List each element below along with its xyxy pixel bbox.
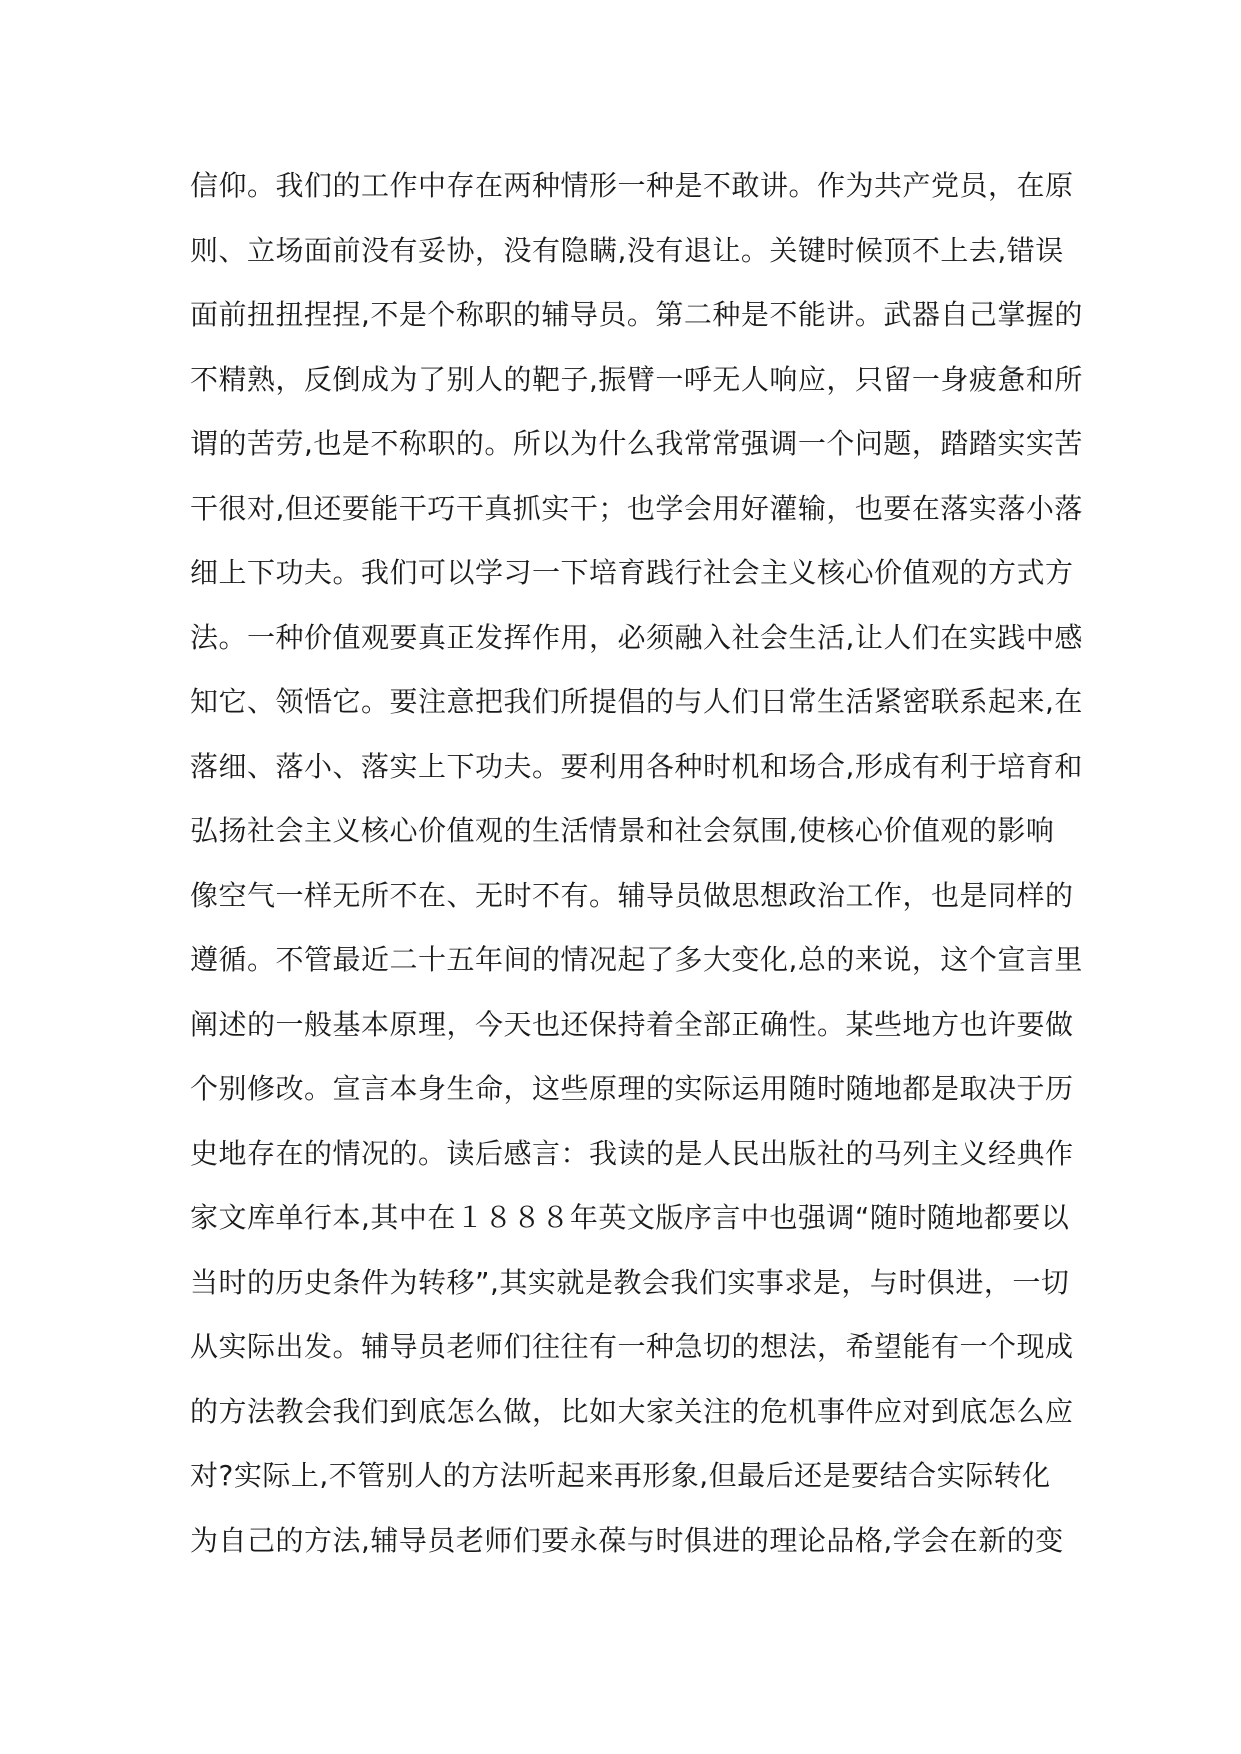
text-line: 法。一种价值观要真正发挥作用，必须融入社会生活,让人们在实践中感 <box>190 620 1083 654</box>
text-line: 从实际出发。辅导员老师们往往有一种急切的想法，希望能有一个现成 <box>190 1330 1074 1363</box>
text-line: 干很对,但还要能干巧干真抓实干；也学会用好灌输，也要在落实落小落 <box>190 491 1083 525</box>
text-line: 信仰。我们的工作中存在两种情形一种是不敢讲。作为共产党员，在原 <box>190 169 1074 202</box>
body-text <box>190 154 1083 1573</box>
text-line: 不精熟，反倒成为了别人的靶子,振臂一呼无人响应，只留一身疲惫和所 <box>190 362 1083 396</box>
text-line: 像空气一样无所不在、无时不有。辅导员做思想政治工作，也是同样的 <box>190 878 1074 912</box>
text-line: 家文库单行本,其中在１８８８年英文版序言中也强调“随时随地都要以 <box>190 1201 1070 1234</box>
text-line: 当时的历史条件为转移”,其实就是教会我们实事求是，与时俱进，一切 <box>190 1265 1070 1299</box>
text-line: 为自己的方法,辅导员老师们要永葆与时俱进的理论品格,学会在新的变 <box>190 1523 1064 1557</box>
text-line: 谓的苦劳,也是不称职的。所以为什么我常常强调一个问题，踏踏实实苦 <box>190 427 1083 460</box>
text-line: 个别修改。宣言本身生命，这些原理的实际运用随时随地都是取决于历 <box>190 1072 1074 1105</box>
text-line: 面前扭扭捏捏,不是个称职的辅导员。第二种是不能讲。武器自己掌握的 <box>190 298 1083 331</box>
text-line: 细上下功夫。我们可以学习一下培育践行社会主义核心价值观的方式方 <box>190 556 1074 589</box>
text-line: 史地存在的情况的。读后感言：我读的是人民出版社的马列主义经典作 <box>190 1136 1074 1170</box>
text-line: 遵循。不管最近二十五年间的情况起了多大变化,总的来说，这个宣言里 <box>190 943 1083 976</box>
text-line: 的方法教会我们到底怎么做，比如大家关注的危机事件应对到底怎么应 <box>190 1394 1074 1428</box>
text-line: 弘扬社会主义核心价值观的生活情景和社会氛围,使核心价值观的影响 <box>190 814 1055 847</box>
text-line: 则、立场面前没有妥协，没有隐瞒,没有退让。关键时候顶不上去,错误 <box>190 233 1064 267</box>
text-line: 对?实际上,不管别人的方法听起来再形象,但最后还是要结合实际转化 <box>190 1459 1051 1492</box>
text-line: 知它、领悟它。要注意把我们所提倡的与人们日常生活紧密联系起来,在 <box>190 685 1083 718</box>
text-line: 落细、落小、落实上下功夫。要利用各种时机和场合,形成有利于培育和 <box>190 749 1083 783</box>
text-line: 阐述的一般基本原理，今天也还保持着全部正确性。某些地方也许要做 <box>190 1007 1074 1041</box>
